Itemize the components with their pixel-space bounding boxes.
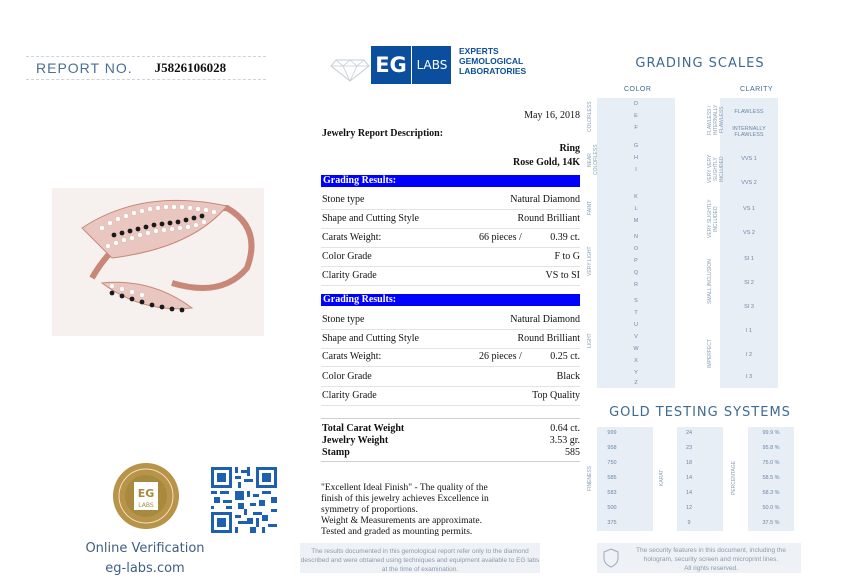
row-key: Color Grade — [322, 371, 372, 382]
report-date: May 16, 2018 — [524, 110, 580, 121]
fineness-value: 583 — [607, 490, 617, 496]
logo-labs: LABS — [411, 46, 452, 84]
description-label: Jewelry Report Description: — [322, 128, 444, 139]
color-grade: L — [634, 206, 638, 212]
row-value: VS to SI — [545, 270, 580, 281]
total-row — [321, 423, 580, 435]
color-group-label: VERY LIGHT — [587, 246, 593, 276]
color-grade: M — [633, 218, 639, 224]
row-value: Natural Diamond — [510, 194, 580, 205]
row-mid: 26 pieces / — [479, 351, 522, 362]
color-grade: Y — [634, 370, 638, 376]
svg-text:LABS: LABS — [138, 502, 154, 509]
ring-illustration — [52, 188, 264, 336]
clarity-scale — [720, 98, 778, 388]
grading-results-header: Grading Results: — [321, 175, 580, 187]
report-number-label: REPORT NO. — [36, 60, 133, 76]
color-group-label: FAINT — [587, 200, 593, 216]
clarity-scale-label: CLARITY — [740, 86, 774, 93]
clarity-group-label: IMPERFECT — [707, 339, 713, 369]
grading-scale-table — [585, 96, 785, 391]
gold-testing-title: GOLD TESTING SYSTEMS — [609, 405, 791, 420]
color-grade: H — [634, 155, 638, 161]
fineness-column — [597, 427, 653, 531]
online-verification-label: Online Verification — [85, 541, 205, 556]
clarity-grade: SI 2 — [744, 280, 754, 286]
fineness-value: 500 — [607, 505, 617, 511]
row-key: Carats Weight: — [322, 232, 382, 243]
finish-note-line: Tested and graded as mounting permits. — [321, 527, 473, 537]
clarity-grade: VS 2 — [743, 230, 755, 236]
color-scale-label: COLOR — [624, 86, 652, 93]
color-grade: U — [634, 322, 638, 328]
color-grade: T — [634, 310, 638, 316]
total-value: 0.64 ct. — [550, 423, 580, 434]
totals-divider — [321, 461, 580, 462]
clarity-grade: VVS 2 — [741, 180, 757, 186]
color-grade: X — [634, 358, 638, 364]
karat-column — [677, 427, 723, 531]
total-key: Stamp — [322, 447, 350, 458]
clarity-group-label: SMALL INCLUSION — [707, 259, 713, 305]
lab-name-line: GEMOLOGICAL — [459, 56, 524, 66]
ring-photo — [52, 188, 264, 336]
security-text: The security features in this document, including the — [636, 547, 786, 554]
diamond-icon — [330, 54, 370, 82]
online-verification-url[interactable]: eg-labs.com — [105, 561, 185, 576]
color-grade: Q — [633, 270, 639, 276]
clarity-grade: FLAWLESS — [734, 109, 764, 115]
row-key: Shape and Cutting Style — [322, 333, 419, 344]
percentage-value: 99.9 % — [762, 430, 780, 436]
grading-row — [321, 190, 580, 210]
grading-results-header: Grading Results: — [321, 294, 580, 306]
security-text: All rights reserved. — [684, 565, 738, 572]
online-verification[interactable] — [85, 539, 205, 579]
grading-row — [321, 247, 580, 267]
totals-divider — [321, 418, 580, 419]
shield-icon — [603, 548, 619, 568]
report-number-value: J5826106028 — [154, 60, 227, 75]
finish-note-line: Weight & Measurements are approximate. — [321, 516, 482, 526]
fineness-value: 750 — [607, 460, 617, 466]
fineness-value: 999 — [607, 430, 617, 436]
grading-row — [321, 209, 580, 229]
percentage-column — [748, 427, 794, 531]
eg-labs-logo — [371, 46, 451, 84]
finish-note-line: symmetry of proportions. — [321, 505, 418, 515]
percentage-value: 58.5 % — [762, 475, 780, 481]
row-key: Carats Weight: — [322, 351, 382, 362]
clarity-grade: VVS 1 — [741, 156, 757, 162]
svg-text:EG: EG — [137, 487, 155, 500]
clarity-grade: VS 1 — [743, 206, 755, 212]
item-metal: Rose Gold, 14K — [513, 157, 580, 168]
gold-column-label: KARAT — [659, 469, 665, 487]
total-key: Jewelry Weight — [322, 435, 389, 446]
color-group-label: COLORLESS — [587, 101, 593, 133]
lab-name — [459, 46, 529, 76]
row-value: Top Quality — [532, 390, 580, 401]
gold-testing-table — [585, 425, 800, 533]
color-group-label: NEAR COLORLESS — [587, 144, 599, 176]
grading-row — [321, 310, 580, 330]
color-grade: R — [634, 282, 638, 288]
karat-value: 9 — [687, 520, 691, 526]
row-mid: 66 pieces / — [479, 232, 522, 243]
color-grade: E — [634, 113, 638, 119]
gold-column-label: PERCENTAGE — [731, 460, 737, 496]
logo-eg: EG — [375, 53, 407, 77]
finish-note — [321, 483, 493, 538]
color-grade: G — [633, 143, 639, 149]
percentage-value: 50.0 % — [762, 505, 780, 511]
row-key: Stone type — [322, 314, 365, 325]
grading-row — [321, 266, 580, 286]
total-value: 585 — [565, 447, 580, 458]
egl-certified-seal — [112, 462, 180, 530]
row-value: Round Brilliant — [517, 213, 580, 224]
finish-note-line: "Excellent Ideal Finish" - The quality of the — [321, 483, 488, 493]
clarity-grade: I 1 — [745, 328, 753, 334]
row-key: Clarity Grade — [322, 270, 377, 281]
total-row — [321, 435, 580, 447]
grading-row — [321, 347, 580, 367]
clarity-grade: SI 1 — [744, 256, 754, 262]
grading-row — [321, 228, 580, 248]
grading-row — [321, 329, 580, 349]
clarity-grade: I 3 — [745, 374, 753, 380]
lab-name-line: EXPERTS — [459, 46, 499, 56]
karat-value: 14 — [685, 475, 693, 481]
row-value: F to G — [554, 251, 580, 262]
color-grade: V — [634, 334, 638, 340]
row-value: Black — [556, 371, 580, 382]
karat-value: 24 — [685, 430, 693, 436]
total-key: Total Carat Weight — [322, 423, 405, 434]
karat-value: 18 — [685, 460, 693, 466]
color-grade: K — [634, 194, 638, 200]
clarity-group-label: FLAWLESS / INTERNALLY FLAWLESS — [707, 104, 725, 136]
karat-value: 23 — [685, 445, 693, 451]
clarity-grade: SI 3 — [744, 304, 754, 310]
karat-value: 12 — [685, 505, 693, 511]
grading-scales-title: GRADING SCALES — [635, 56, 765, 71]
finish-note-line: finish of this jewelry achieves Excellence in — [321, 494, 489, 504]
row-key: Clarity Grade — [322, 390, 377, 401]
row-value: 0.39 ct. — [550, 232, 580, 243]
clarity-grade: INTERNALLY FLAWLESS — [732, 126, 766, 138]
grading-row — [321, 367, 580, 387]
color-grade: S — [634, 298, 638, 304]
color-grade: I — [635, 167, 637, 173]
color-grade: N — [634, 234, 638, 240]
clarity-group-label: VERY VERY SLIGHTLY INCLUDED — [707, 154, 725, 184]
color-grade: O — [633, 246, 639, 252]
row-value: Round Brilliant — [517, 333, 580, 344]
disclaimer-text: The results documented in this gemological report refer only to the diamond described and were obtained using techniques and equipment available to EG labs at the time of examination. — [300, 548, 540, 573]
disclaimer-band — [300, 543, 540, 573]
percentage-value: 58.3 % — [762, 490, 780, 496]
color-grade: W — [633, 346, 639, 352]
lab-name-line: LABORATORIES — [459, 66, 527, 76]
item-type: Ring — [559, 143, 580, 154]
fineness-value: 585 — [607, 475, 617, 481]
color-group-label: LIGHT — [587, 333, 593, 349]
gold-column-label: FINENESS — [587, 465, 593, 491]
row-key: Stone type — [322, 194, 365, 205]
fineness-value: 958 — [607, 445, 617, 451]
karat-value: 14 — [685, 490, 693, 496]
row-value: 0.25 ct. — [550, 351, 580, 362]
row-value: Natural Diamond — [510, 314, 580, 325]
total-row — [321, 447, 580, 459]
row-key: Color Grade — [322, 251, 372, 262]
total-value: 3.53 gr. — [549, 435, 580, 446]
color-scale — [597, 98, 675, 388]
clarity-grade: I 2 — [745, 352, 753, 358]
grading-row — [321, 386, 580, 406]
color-grade: P — [634, 258, 638, 264]
security-band — [597, 543, 801, 573]
verification-qr-code[interactable] — [211, 467, 277, 533]
color-grade: F — [634, 125, 638, 131]
security-text: hologram, security screen and microprint lines. — [643, 556, 779, 563]
color-grade: Z — [634, 380, 638, 386]
color-grade: D — [634, 101, 638, 107]
percentage-value: 95.8 % — [762, 445, 780, 451]
row-key: Shape and Cutting Style — [322, 213, 419, 224]
fineness-value: 375 — [607, 520, 617, 526]
clarity-group-label: VERY SLIGHTLY INCLUDED — [707, 199, 719, 239]
percentage-value: 75.0 % — [762, 460, 780, 466]
percentage-value: 37.5 % — [762, 520, 780, 526]
report-number — [26, 56, 266, 80]
